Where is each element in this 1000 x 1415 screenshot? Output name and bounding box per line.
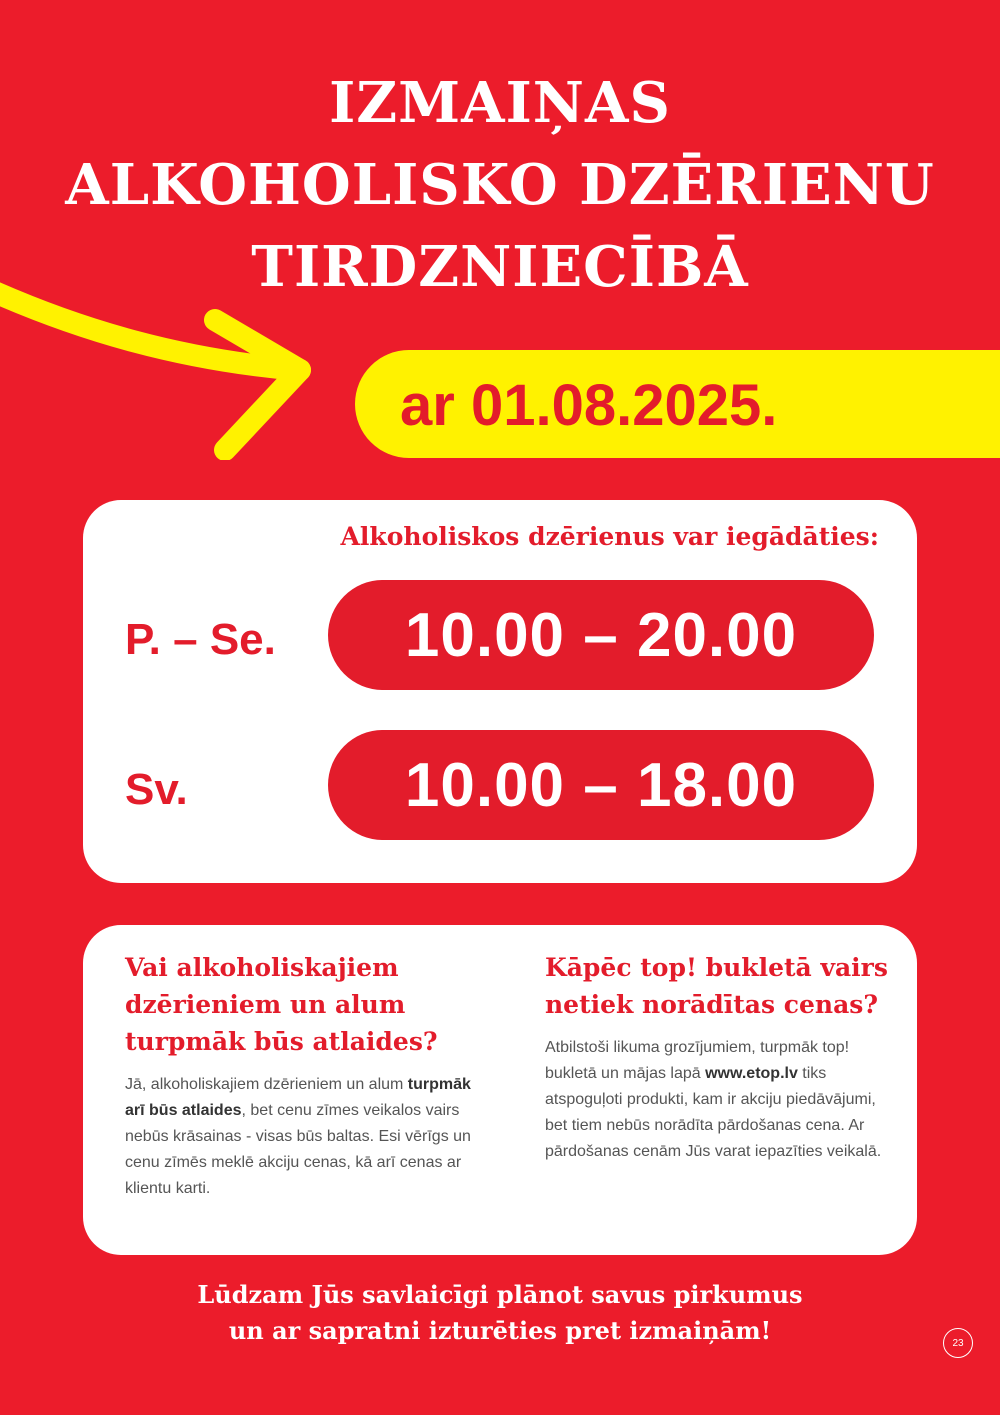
website-link[interactable]: www.etop.lv <box>705 1065 798 1082</box>
faq-discounts <box>125 949 475 1202</box>
title-line-2: ALKOHOLISKO DZĒRIENU <box>65 152 935 218</box>
faq-prices <box>545 949 895 1165</box>
weekday-hours-badge: 10.00 – 20.00 <box>328 580 874 690</box>
faq-card <box>83 925 917 1255</box>
faq-question: Kāpēc top! bukletā vairs netiek norādītas cenas? <box>545 953 888 1019</box>
date-banner-text: ar 01.08.2025. <box>400 373 778 438</box>
weekday-label: P. – Se. <box>125 615 276 664</box>
faq-question: Vai alkoholiskajiem dzērieniem un alum turpmāk būs atlaides? <box>125 953 438 1056</box>
opening-hours-card <box>83 500 917 883</box>
footer-message: Lūdzam Jūs savlaicīgi plānot savus pirkumus un ar sapratni izturēties pret izmaiņām! <box>197 1280 803 1345</box>
faq-answer: Atbilstoši likuma grozījumiem, turpmāk top! bukletā un mājas lapā www.etop.lv tiks atspoguļoti produkti, kam ir akciju piedāvājumi, bet tiem nebūs norādīta pārdošanas cena. Ar pārdošanas cenām Jūs varat iepazīties veikalā. <box>545 1039 882 1160</box>
arrow-icon <box>0 260 340 460</box>
faq-answer: Jā, alkoholiskajiem dzērieniem un alum turpmāk arī būs atlaides, bet cenu zīmes veikalos vairs nebūs krāsainas - visas būs baltas. Esi vērīgs un cenu zīmēs meklē akciju cenas, kā arī cenas ar klientu karti. <box>125 1076 471 1197</box>
title-line-3: TIRDZNIECĪBĀ <box>251 234 749 300</box>
title-line-1: IZMAIŅAS <box>329 70 671 136</box>
page-number: 23 <box>943 1328 973 1358</box>
sunday-hours-badge: 10.00 – 18.00 <box>328 730 874 840</box>
sunday-label: Sv. <box>125 765 188 814</box>
hours-heading: Alkoholiskos dzērienus var iegādāties: <box>340 522 879 551</box>
